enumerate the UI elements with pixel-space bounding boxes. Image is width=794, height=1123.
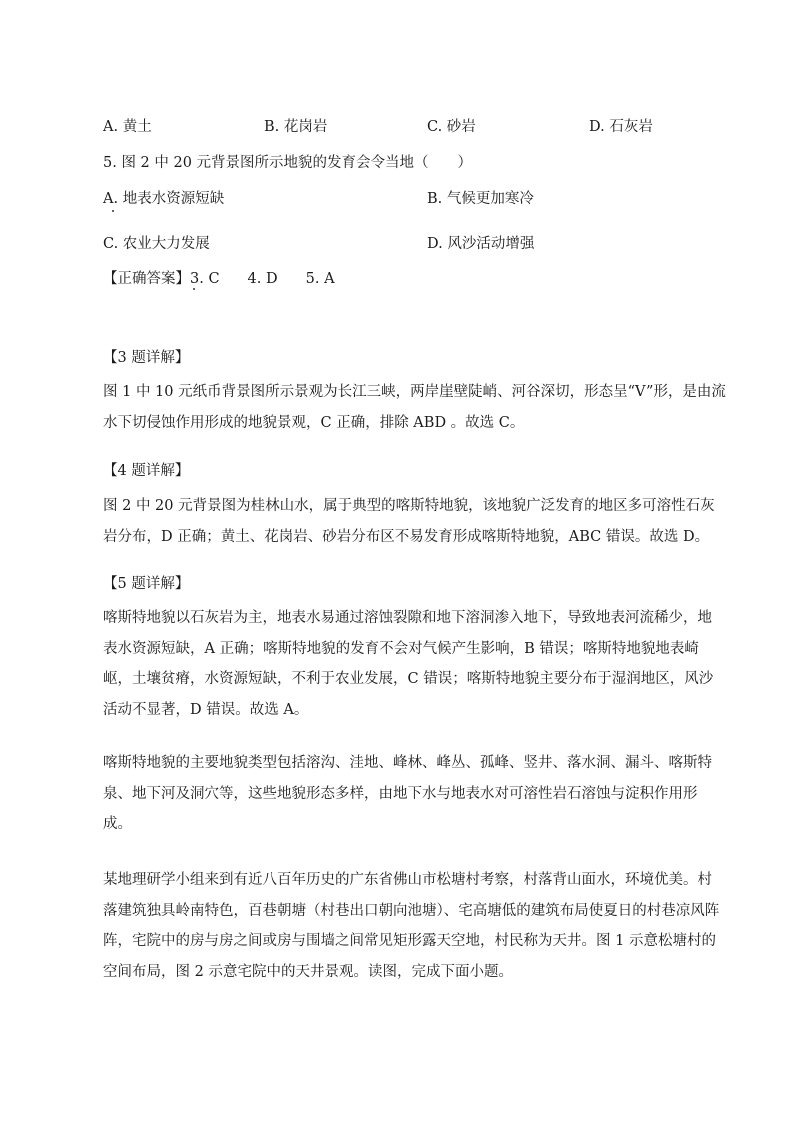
detail4-body	[103, 491, 715, 552]
passage-line: 落建筑独具岭南特色，百巷朝塘（村巷出口朝向池塘）、宅高塘低的建筑布局使夏日的村巷凉风阵	[103, 902, 720, 919]
q5-stem: 5. 图 2 中 20 元背景图所示地貌的发育会令当地（ ）	[103, 155, 473, 171]
answer-q5: 5. A	[305, 271, 335, 287]
passage-paragraph	[103, 865, 720, 987]
detail4-heading: 【4 题详解】	[103, 463, 190, 479]
detail5-line: 表水资源短缺，A 正确；喀斯特地貌的发育不会对气候产生影响，B 错误；喀斯特地貌地表崎	[103, 640, 699, 657]
q5-option-c: C. 农业大力发展	[103, 236, 210, 252]
extra-line: 成。	[103, 816, 132, 832]
q5-option-b: B. 气候更加寒冷	[427, 191, 534, 207]
passage-line: 空间布局，图 2 示意宅院中的天井景观。读图，完成下面小题。	[103, 963, 513, 980]
passage-line: 某地理研学小组来到有近八百年历史的广东省佛山市松塘村考察，村落背山面水，环境优美。村	[103, 872, 712, 888]
answer-label: 【正确答案】	[103, 271, 190, 287]
speck-mark	[112, 210, 114, 212]
answer-q3: 3. C	[190, 271, 220, 287]
answer-line	[103, 267, 335, 288]
q4-option-b: B. 花岗岩	[264, 119, 328, 135]
q4-option-c: C. 砂岩	[427, 119, 476, 135]
answer-q4: 4. D	[247, 271, 278, 287]
q4-option-d: D. 石灰岩	[589, 119, 653, 135]
speck-mark	[193, 288, 195, 290]
detail4-line: 岩分布，D 正确；黄土、花岗岩、砂岩分布区不易发育形成喀斯特地貌，ABC 错误。故选 D。	[103, 528, 710, 545]
detail5-line: 岖，土壤贫瘠，水资源短缺，不利于农业发展，C 错误；喀斯特地貌主要分布于湿润地区，风沙	[103, 671, 714, 687]
q5-option-d: D. 风沙活动增强	[427, 236, 535, 252]
extra-paragraph	[103, 748, 712, 840]
detail3-body	[103, 377, 726, 438]
q4-option-a: A. 黄土	[103, 119, 152, 135]
detail5-line: 喀斯特地貌以石灰岩为主，地表水易通过溶蚀裂隙和地下溶洞渗入地下，导致地表河流稀少，地	[103, 610, 712, 626]
detail4-line: 图 2 中 20 元背景图为桂林山水，属于典型的喀斯特地貌，该地貌广泛发育的地区多可溶性石灰	[103, 498, 715, 514]
detail3-line: 水下切侵蚀作用形成的地貌景观，C 正确，排除 ABD 。故选 C。	[103, 414, 525, 431]
q5-option-a: A. 地表水资源短缺	[103, 191, 225, 207]
detail3-heading: 【3 题详解】	[103, 350, 190, 366]
extra-line: 泉、地下河及洞穴等，这些地貌形态多样，由地下水与地表水对可溶性岩石溶蚀与淀积作用形	[103, 785, 698, 802]
detail3-line: 图 1 中 10 元纸币背景图所示景观为长江三峡，两岸崖壁陡峭、河谷深切，形态呈“V”形，是由流	[103, 384, 726, 400]
detail5-heading: 【5 题详解】	[103, 576, 190, 592]
detail5-body	[103, 603, 714, 725]
detail5-line: 活动不显著，D 错误。故选 A。	[103, 701, 309, 718]
passage-line: 阵，宅院中的房与房之间或房与围墙之间常见矩形露天空地，村民称为天井。图 1 示意松塘村的	[103, 933, 716, 949]
extra-line: 喀斯特地貌的主要地貌类型包括溶沟、洼地、峰林、峰丛、孤峰、竖井、落水洞、漏斗、喀斯特	[103, 755, 712, 771]
